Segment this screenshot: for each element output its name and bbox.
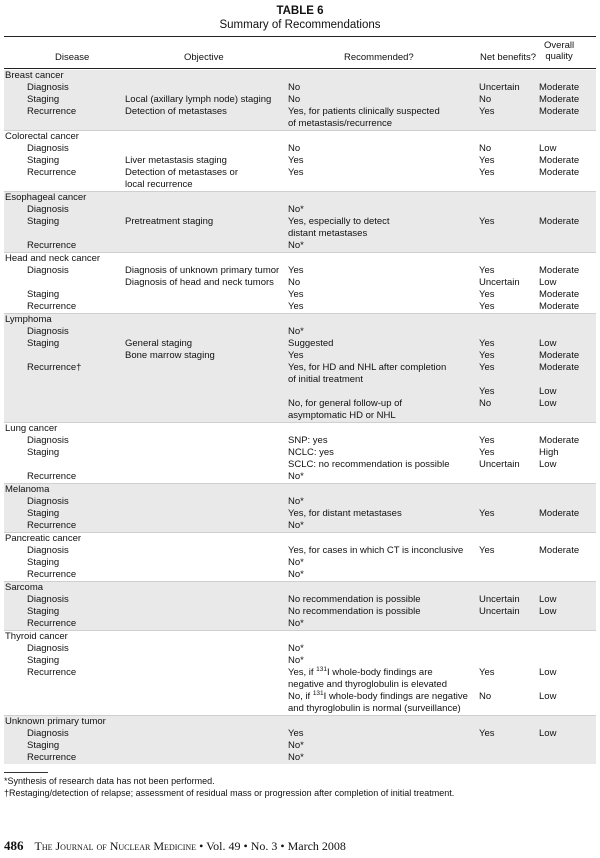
- cell-objective: [125, 594, 288, 606]
- table-row: [4, 240, 596, 252]
- disease-name: Melanoma: [5, 484, 50, 495]
- cell-net-benefits: Yes: [479, 167, 495, 178]
- cell-objective: Liver metastasis staging: [125, 155, 227, 166]
- table-row: [4, 496, 596, 508]
- cell-quality: [539, 240, 596, 252]
- cell-objective: [125, 618, 288, 630]
- table-row: [4, 618, 596, 630]
- cell-recommended: Suggested: [288, 338, 334, 349]
- cell-net-benefits: No: [479, 398, 492, 409]
- cell-net-benefits: Yes: [479, 545, 495, 556]
- cell-recommended: No recommendation is possible: [288, 594, 421, 605]
- cell-recommended: No*: [288, 204, 304, 215]
- disease-group: [4, 630, 596, 715]
- cell-recommended: No*: [288, 643, 304, 654]
- cell-objective: [125, 143, 288, 155]
- cell-stage: Recurrence: [27, 106, 77, 117]
- cell-net-benefits: Yes: [479, 289, 495, 300]
- cell-quality: [539, 618, 596, 630]
- disease-group: [4, 422, 596, 483]
- cell-net-benefits: [479, 643, 539, 655]
- cell-net-benefits: No: [479, 691, 492, 702]
- table-row: [4, 728, 596, 740]
- cell-stage: Recurrence: [27, 618, 77, 629]
- cell-stage: [4, 398, 125, 422]
- cell-stage: Staging: [27, 94, 60, 105]
- footnote-dagger: †Restaging/detection of relapse; assessment of residual mass or progression after completion of initial treatment.: [4, 788, 455, 798]
- cell-net-benefits: [479, 740, 539, 752]
- cell-recommended: Yes: [288, 167, 304, 178]
- table-row: [4, 204, 596, 216]
- cell-objective: [125, 557, 288, 569]
- cell-net-benefits: Yes: [479, 106, 495, 117]
- cell-objective: Detection of metastases or local recurrence: [125, 167, 238, 190]
- cell-quality: Low: [539, 338, 557, 349]
- cell-objective: [125, 691, 288, 715]
- cell-net-benefits: Yes: [479, 301, 495, 312]
- cell-quality: Moderate: [539, 508, 580, 519]
- cell-stage: Diagnosis: [27, 204, 69, 215]
- cell-quality: Low: [539, 594, 557, 605]
- footnote-asterisk: *Synthesis of research data has not been performed.: [4, 776, 215, 786]
- cell-quality: Moderate: [539, 155, 580, 166]
- cell-recommended: No: [288, 94, 301, 105]
- table-row: [4, 398, 596, 422]
- header-objective: Objective: [184, 52, 224, 63]
- cell-objective: [125, 606, 288, 618]
- cell-stage: Recurrence: [27, 667, 77, 678]
- cell-stage: Staging: [27, 216, 60, 227]
- cell-quality: Low: [539, 398, 557, 409]
- cell-stage: Staging: [27, 606, 60, 617]
- header-overall-quality: Overall quality: [544, 40, 575, 62]
- cell-net-benefits: Yes: [479, 155, 495, 166]
- cell-recommended: No: [288, 277, 301, 288]
- cell-net-benefits: Uncertain: [479, 459, 520, 470]
- disease-group: [4, 581, 596, 630]
- cell-net-benefits: Yes: [479, 216, 495, 227]
- header-net-benefits: Net benefits?: [480, 52, 536, 63]
- cell-objective: [125, 362, 288, 386]
- cell-recommended: No, if $^{131}$I whole-body findings are negative and thyroglobulin is normal (surveillance): [288, 689, 468, 714]
- cell-stage: Staging: [27, 655, 60, 666]
- table-row: [4, 435, 596, 447]
- cell-objective: Local (axillary lymph node) staging: [125, 94, 272, 105]
- cell-quality: [539, 643, 596, 655]
- cell-recommended: Yes: [288, 265, 304, 276]
- cell-net-benefits: No: [479, 94, 492, 105]
- cell-net-benefits: Uncertain: [479, 82, 520, 93]
- cell-quality: Moderate: [539, 94, 580, 105]
- header-disease: Disease: [55, 52, 90, 63]
- cell-quality: Moderate: [539, 435, 580, 446]
- footer-volume: Vol. 49: [206, 839, 241, 853]
- table-title: TABLE 6: [276, 5, 324, 17]
- cell-objective: [125, 752, 288, 764]
- cell-stage: Recurrence: [27, 471, 77, 482]
- cell-stage: Staging: [27, 289, 60, 300]
- cell-recommended: No*: [288, 618, 304, 629]
- cell-objective: [125, 728, 288, 740]
- cell-recommended: Yes: [288, 155, 304, 166]
- table-row: [4, 277, 596, 289]
- cell-stage: Diagnosis: [27, 143, 69, 154]
- cell-recommended: No recommendation is possible: [288, 606, 421, 617]
- disease-group: [4, 252, 596, 313]
- cell-objective: [125, 301, 288, 313]
- cell-quality: [539, 326, 596, 338]
- table-row: [4, 265, 596, 277]
- cell-objective: [125, 471, 288, 483]
- cell-objective: [125, 386, 288, 398]
- cell-net-benefits: [479, 752, 539, 764]
- cell-net-benefits: No: [479, 143, 492, 154]
- cell-recommended: [288, 386, 479, 398]
- table-row: [4, 508, 596, 520]
- table-row: [4, 606, 596, 618]
- cell-stage: Recurrence: [27, 301, 77, 312]
- cell-quality: [539, 752, 596, 764]
- cell-net-benefits: [479, 471, 539, 483]
- page-number: 486: [4, 838, 24, 853]
- cell-objective: [125, 520, 288, 532]
- cell-net-benefits: Yes: [479, 386, 495, 397]
- cell-objective: [125, 643, 288, 655]
- cell-net-benefits: [479, 204, 539, 216]
- cell-stage: Diagnosis: [27, 594, 69, 605]
- cell-stage: [4, 386, 125, 398]
- disease-group: [4, 313, 596, 422]
- cell-recommended: No, for general follow-up of asymptomatic HD or NHL: [288, 398, 403, 421]
- cell-quality: [539, 655, 596, 667]
- cell-objective: [125, 82, 288, 94]
- cell-objective: Bone marrow staging: [125, 350, 215, 361]
- disease-name: Breast cancer: [5, 70, 64, 81]
- cell-recommended: Yes: [288, 350, 304, 361]
- table-row: [4, 740, 596, 752]
- cell-recommended: Yes, if $^{131}$I whole-body findings are negative and thyroglobulin is elevated: [288, 665, 447, 690]
- recommendations-table: [4, 70, 596, 764]
- cell-quality: High: [539, 447, 559, 458]
- cell-objective: [125, 459, 288, 471]
- cell-quality: Moderate: [539, 216, 580, 227]
- table-row: [4, 667, 596, 691]
- cell-recommended: Yes, for HD and NHL after completion of initial treatment: [288, 362, 447, 385]
- cell-stage: [4, 691, 125, 715]
- cell-quality: [539, 740, 596, 752]
- cell-stage: Staging: [27, 447, 60, 458]
- cell-stage: Diagnosis: [27, 496, 69, 507]
- cell-objective: [125, 326, 288, 338]
- cell-stage: Recurrence: [27, 520, 77, 531]
- cell-recommended: No*: [288, 569, 304, 580]
- cell-stage: Staging: [27, 557, 60, 568]
- disease-group: [4, 130, 596, 191]
- table-row: [4, 569, 596, 581]
- disease-name: Sarcoma: [5, 582, 44, 593]
- footnotes: [4, 775, 454, 799]
- cell-recommended: No*: [288, 655, 304, 666]
- cell-net-benefits: Yes: [479, 338, 495, 349]
- cell-recommended: Yes, for patients clinically suspected of metastasis/recurrence: [288, 106, 440, 129]
- cell-objective: [125, 289, 288, 301]
- table-row: [4, 655, 596, 667]
- cell-quality: [539, 471, 596, 483]
- table-row: [4, 94, 596, 106]
- table-row: [4, 155, 596, 167]
- cell-objective: [125, 508, 288, 520]
- cell-quality: Low: [539, 143, 557, 154]
- cell-stage: Staging: [27, 740, 60, 751]
- cell-objective: [125, 204, 288, 216]
- footer-sep: •: [199, 839, 204, 853]
- cell-recommended: No*: [288, 240, 304, 251]
- cell-stage: Diagnosis: [27, 326, 69, 337]
- table-row: [4, 643, 596, 655]
- journal-name: The Journal of Nuclear Medicine: [34, 839, 197, 853]
- table-row: [4, 82, 596, 94]
- table-row: [4, 459, 596, 471]
- cell-stage: Diagnosis: [27, 82, 69, 93]
- cell-stage: Recurrence: [27, 167, 77, 178]
- cell-recommended: No*: [288, 740, 304, 751]
- cell-net-benefits: Uncertain: [479, 277, 520, 288]
- cell-quality: Moderate: [539, 167, 580, 178]
- table-caption: [0, 0, 600, 32]
- cell-objective: [125, 398, 288, 422]
- cell-objective: Pretreatment staging: [125, 216, 214, 227]
- table-row: [4, 216, 596, 240]
- cell-net-benefits: [479, 569, 539, 581]
- cell-objective: [125, 655, 288, 667]
- cell-recommended: No: [288, 82, 301, 93]
- cell-recommended: No*: [288, 471, 304, 482]
- cell-stage: Diagnosis: [27, 265, 69, 276]
- cell-recommended: NCLC: yes: [288, 447, 334, 458]
- cell-recommended: Yes: [288, 289, 304, 300]
- cell-recommended: No*: [288, 752, 304, 763]
- cell-stage: Diagnosis: [27, 643, 69, 654]
- cell-quality: [539, 204, 596, 216]
- cell-recommended: Yes, for cases in which CT is inconclusive: [288, 545, 464, 556]
- table-row: [4, 520, 596, 532]
- cell-objective: [125, 569, 288, 581]
- cell-net-benefits: Yes: [479, 435, 495, 446]
- table-header: [4, 37, 596, 66]
- disease-group: [4, 483, 596, 532]
- cell-objective: [125, 545, 288, 557]
- footer-issue: No. 3: [250, 839, 278, 853]
- cell-net-benefits: Yes: [479, 728, 495, 739]
- table-row: [4, 447, 596, 459]
- cell-stage: Recurrence: [27, 569, 77, 580]
- cell-quality: [539, 520, 596, 532]
- cell-recommended: No*: [288, 520, 304, 531]
- cell-quality: Moderate: [539, 362, 580, 373]
- footer-date: March 2008: [287, 839, 346, 853]
- cell-recommended: Yes: [288, 728, 304, 739]
- table-row: [4, 167, 596, 191]
- cell-stage: Diagnosis: [27, 545, 69, 556]
- table-row: [4, 386, 596, 398]
- cell-quality: [539, 569, 596, 581]
- table-row: [4, 350, 596, 362]
- cell-quality: [539, 496, 596, 508]
- cell-stage: [4, 459, 125, 471]
- footer-sep: •: [243, 839, 248, 853]
- table-row: [4, 143, 596, 155]
- cell-net-benefits: Uncertain: [479, 606, 520, 617]
- cell-recommended: SNP: yes: [288, 435, 328, 446]
- cell-net-benefits: Yes: [479, 508, 495, 519]
- cell-net-benefits: Yes: [479, 447, 495, 458]
- table-row: [4, 338, 596, 350]
- cell-recommended: No*: [288, 326, 304, 337]
- table-row: [4, 545, 596, 557]
- cell-quality: Low: [539, 277, 557, 288]
- table-row: [4, 301, 596, 313]
- cell-net-benefits: [479, 557, 539, 569]
- disease-group: [4, 715, 596, 764]
- cell-net-benefits: Yes: [479, 667, 495, 678]
- cell-quality: Low: [539, 691, 557, 702]
- cell-quality: Moderate: [539, 350, 580, 361]
- cell-recommended: No*: [288, 496, 304, 507]
- cell-net-benefits: Uncertain: [479, 594, 520, 605]
- cell-quality: Moderate: [539, 289, 580, 300]
- disease-name: Unknown primary tumor: [5, 716, 106, 727]
- cell-quality: Low: [539, 386, 557, 397]
- table-row: [4, 106, 596, 130]
- cell-recommended: Yes, for distant metastases: [288, 508, 402, 519]
- cell-quality: Moderate: [539, 82, 580, 93]
- cell-stage: [4, 277, 125, 289]
- disease-group: [4, 532, 596, 581]
- disease-name: Colorectal cancer: [5, 131, 79, 142]
- cell-objective: [125, 435, 288, 447]
- cell-recommended: No*: [288, 557, 304, 568]
- cell-stage: Staging: [27, 155, 60, 166]
- table-row: [4, 752, 596, 764]
- cell-quality: Moderate: [539, 545, 580, 556]
- cell-quality: Moderate: [539, 301, 580, 312]
- footnote-rule: [4, 772, 48, 773]
- disease-group: [4, 70, 596, 130]
- table-row: [4, 362, 596, 386]
- cell-net-benefits: Yes: [479, 350, 495, 361]
- disease-name: Head and neck cancer: [5, 253, 101, 264]
- cell-quality: Low: [539, 459, 557, 470]
- disease-name: Lymphoma: [5, 314, 52, 325]
- cell-quality: Low: [539, 728, 557, 739]
- cell-objective: Diagnosis of head and neck tumors: [125, 277, 274, 288]
- table-row: [4, 691, 596, 715]
- cell-net-benefits: Yes: [479, 265, 495, 276]
- disease-name: Lung cancer: [5, 423, 58, 434]
- cell-objective: General staging: [125, 338, 193, 349]
- cell-stage: Staging: [27, 508, 60, 519]
- cell-recommended: No: [288, 143, 301, 154]
- cell-quality: Moderate: [539, 106, 580, 117]
- cell-quality: Low: [539, 667, 557, 678]
- cell-net-benefits: [479, 496, 539, 508]
- cell-objective: Diagnosis of unknown primary tumor: [125, 265, 280, 276]
- cell-stage: [4, 350, 125, 362]
- footer-sep: •: [280, 839, 285, 853]
- cell-quality: Moderate: [539, 265, 580, 276]
- cell-stage: Recurrence: [27, 240, 77, 251]
- cell-quality: [539, 557, 596, 569]
- cell-objective: [125, 240, 288, 252]
- table-row: [4, 326, 596, 338]
- table-subtitle: Summary of Recommendations: [219, 19, 381, 31]
- table-row: [4, 289, 596, 301]
- cell-net-benefits: [479, 520, 539, 532]
- cell-stage: Recurrence: [27, 752, 77, 763]
- cell-quality: Low: [539, 606, 557, 617]
- cell-stage: Diagnosis: [27, 728, 69, 739]
- cell-objective: [125, 496, 288, 508]
- cell-stage: Diagnosis: [27, 435, 69, 446]
- cell-net-benefits: Yes: [479, 362, 495, 373]
- cell-net-benefits: [479, 326, 539, 338]
- cell-recommended: SCLC: no recommendation is possible: [288, 459, 450, 470]
- cell-recommended: Yes: [288, 301, 304, 312]
- header-recommended: Recommended?: [344, 52, 414, 63]
- cell-net-benefits: [479, 240, 539, 252]
- cell-stage: Recurrence†: [27, 362, 82, 373]
- disease-name: Esophageal cancer: [5, 192, 87, 203]
- cell-objective: [125, 667, 288, 691]
- disease-name: Thyroid cancer: [5, 631, 68, 642]
- cell-objective: Detection of metastases: [125, 106, 227, 117]
- disease-name: Pancreatic cancer: [5, 533, 82, 544]
- cell-stage: Staging: [27, 338, 60, 349]
- disease-group: [4, 191, 596, 252]
- cell-objective: [125, 740, 288, 752]
- cell-recommended: Yes, especially to detect distant metastases: [288, 216, 390, 239]
- cell-net-benefits: [479, 655, 539, 667]
- cell-objective: [125, 447, 288, 459]
- cell-net-benefits: [479, 618, 539, 630]
- page-footer: [4, 838, 346, 854]
- table-row: [4, 557, 596, 569]
- table-row: [4, 594, 596, 606]
- header-rule: [4, 68, 596, 69]
- table-row: [4, 471, 596, 483]
